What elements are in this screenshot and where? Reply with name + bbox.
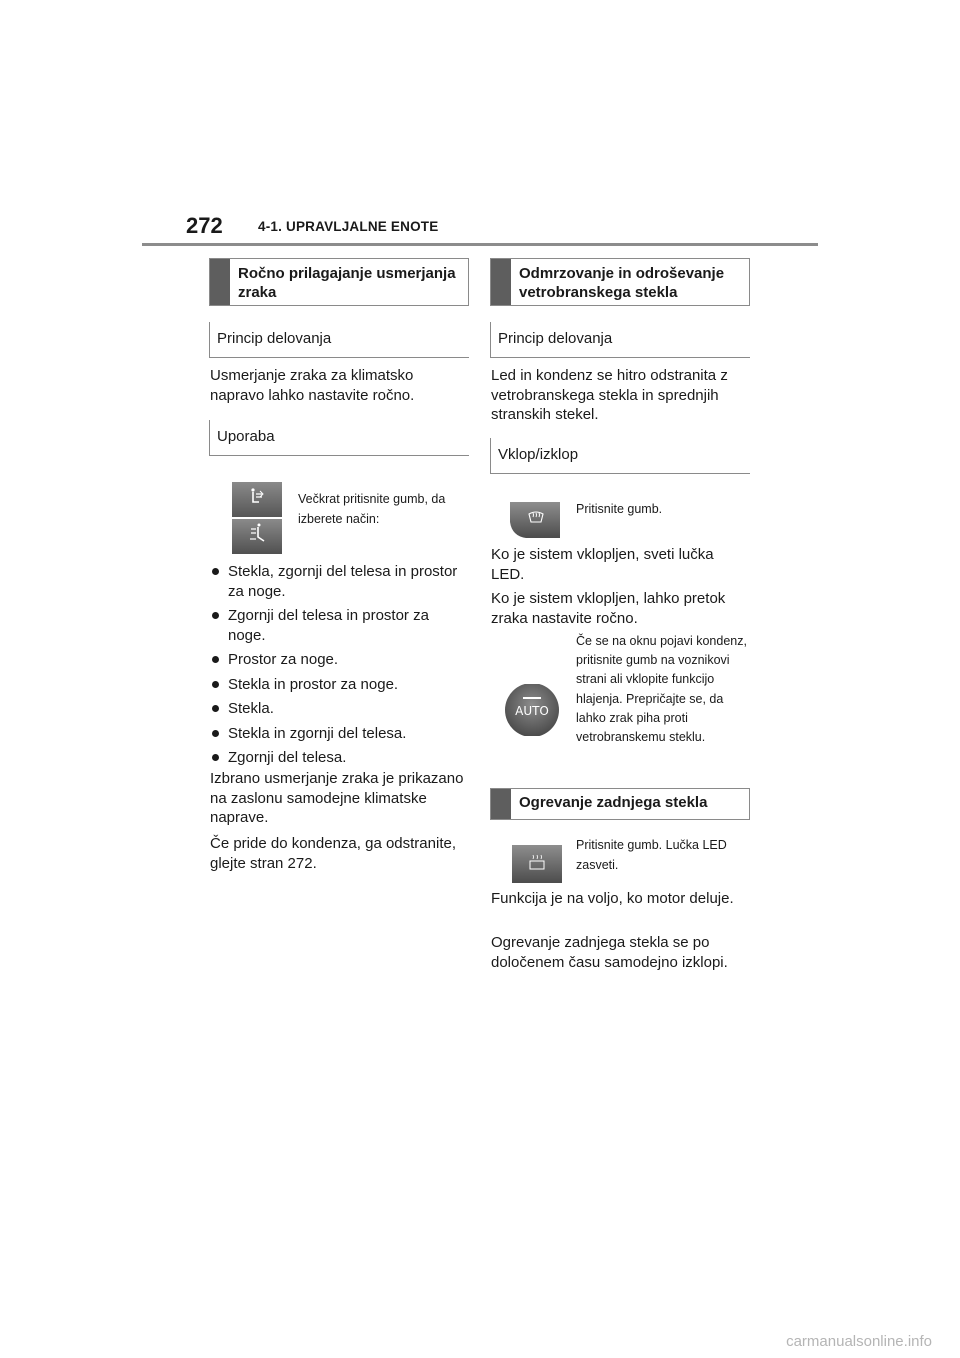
paragraph: Usmerjanje zraka za klimatsko napravo lahko nastavite ročno. — [210, 367, 415, 404]
subsection-usage — [209, 420, 469, 456]
air-distribution-buttons-image — [232, 482, 282, 554]
section-title: Ogrevanje zadnjega stekla — [519, 794, 708, 811]
paragraph: Ko je sistem vklopljen, sveti lučka LED. — [491, 546, 714, 583]
paragraph: Izbrano usmerjanje zraka je prikazano na zaslonu samodejne klimatske naprave. — [210, 770, 464, 826]
section-title: Odmrzovanje in odroševanje vetrobranskega stekla — [519, 265, 725, 301]
bullet — [212, 754, 219, 761]
subsection-principle-left — [209, 322, 469, 358]
section-rear-window-heating — [490, 788, 750, 820]
section-marker — [491, 789, 511, 819]
image-caption: Večkrat pritisnite gumb, da izberete način: — [298, 492, 446, 526]
list-item: Prostor za noge. — [210, 650, 470, 670]
header-divider — [142, 243, 818, 246]
paragraph: Funkcija je na voljo, ko motor deluje. — [491, 890, 734, 907]
list-item: Stekla. — [210, 699, 470, 719]
image-caption: Pritisnite gumb. — [576, 502, 663, 516]
air-mode-list — [210, 562, 470, 773]
section-title: Ročno prilagajanje usmerjanja zraka — [238, 265, 456, 301]
air-distribution-lower-icon — [232, 519, 282, 554]
list-item: Stekla in prostor za noge. — [210, 675, 470, 695]
subsection-principle-right — [490, 322, 750, 358]
section-marker — [491, 259, 511, 305]
bullet — [212, 568, 219, 575]
image-caption: Pritisnite gumb. Lučka LED zasveti. — [576, 838, 727, 872]
list-item: Stekla, zgornji del telesa in prostor za noge. — [210, 562, 470, 601]
bullet — [212, 656, 219, 663]
section-windshield-defrost — [490, 258, 750, 306]
list-item: Zgornji del telesa in prostor za noge. — [210, 606, 470, 645]
paragraph: Ogrevanje zadnjega stekla se po določenem času samodejno izklopi. — [491, 934, 728, 971]
subsection-title: Princip delovanja — [498, 330, 613, 347]
auto-button-icon — [502, 684, 560, 736]
chapter-title: 4-1. UPRAVLJALNE ENOTE — [258, 219, 439, 234]
air-distribution-upper-icon — [232, 482, 282, 517]
list-item: Stekla in zgornji del telesa. — [210, 724, 470, 744]
section-manual-air-distribution — [209, 258, 469, 306]
paragraph: Če pride do kondenza, ga odstranite, glejte stran 272. — [210, 835, 456, 872]
image-caption: Če se na oknu pojavi kondenz, pritisnite gumb na voznikovi strani ali vklopite funkcijo hlajenja. Prepričajte se, da lahko zrak piha proti vetrobranskemu steklu. — [576, 634, 747, 745]
windshield-defrost-icon — [510, 500, 560, 538]
auto-label: AUTO — [515, 704, 549, 718]
bullet — [212, 705, 219, 712]
paragraph: Led in kondenz se hitro odstranita z vetrobranskega stekla in sprednjih stranskih stekel. — [491, 367, 728, 423]
paragraph: Ko je sistem vklopljen, lahko pretok zraka nastavite ročno. — [491, 590, 726, 627]
subsection-title: Princip delovanja — [217, 330, 332, 347]
subsection-title: Uporaba — [217, 428, 275, 445]
list-item: Zgornji del telesa. — [210, 748, 470, 768]
bullet — [212, 730, 219, 737]
page-number: 272 — [186, 213, 223, 238]
section-marker — [210, 259, 230, 305]
rear-window-heat-icon — [512, 845, 562, 883]
bullet — [212, 681, 219, 688]
bullet — [212, 612, 219, 619]
subsection-on-off — [490, 438, 750, 474]
subsection-title: Vklop/izklop — [498, 446, 579, 463]
watermark: carmanualsonline.info — [786, 1333, 932, 1350]
